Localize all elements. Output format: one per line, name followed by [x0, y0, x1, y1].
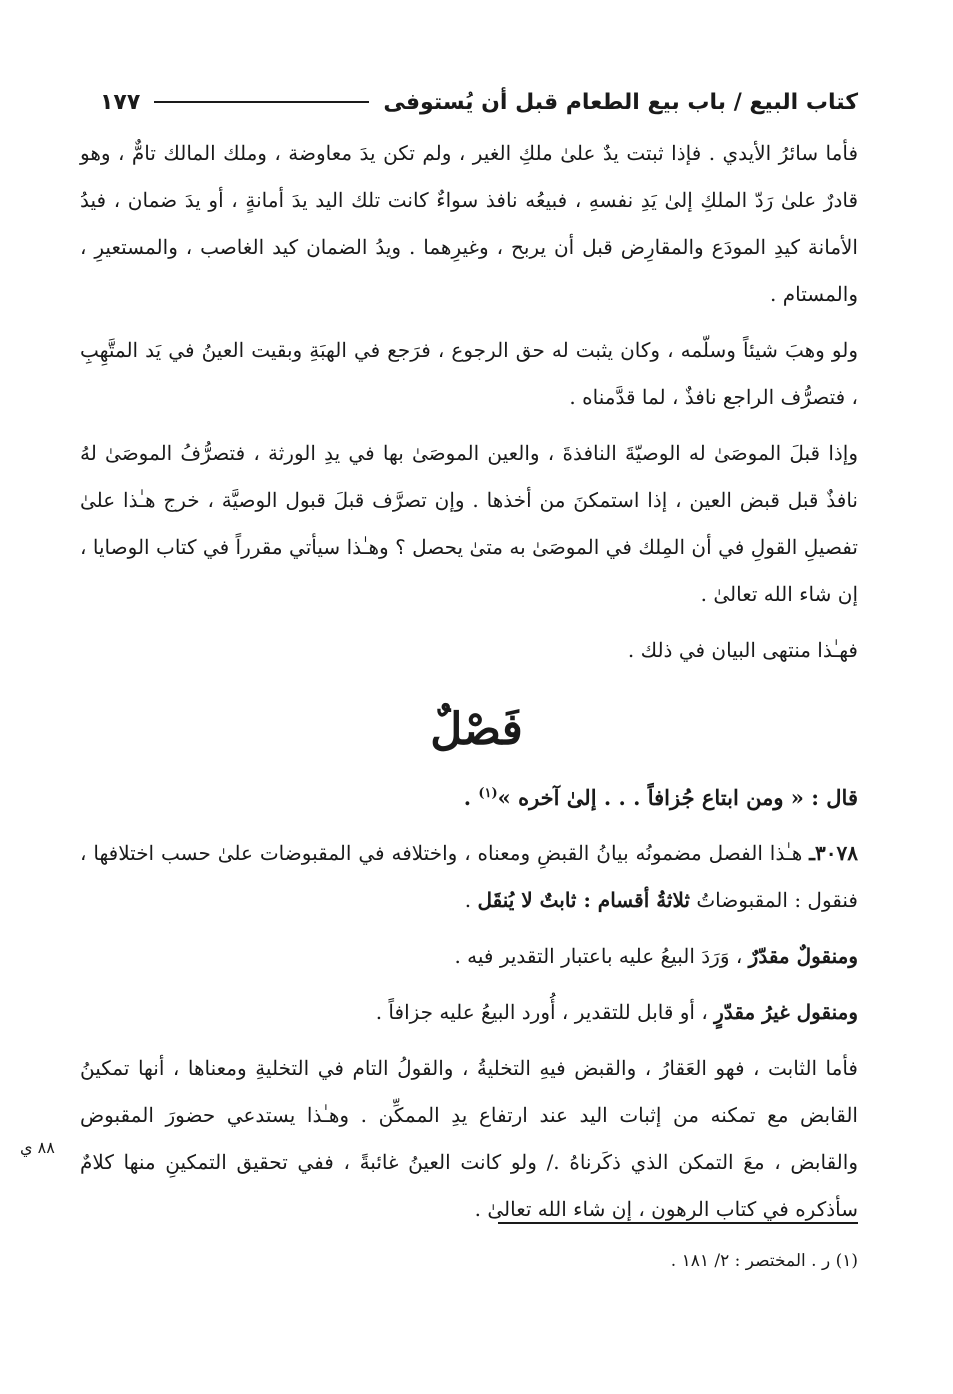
margin-note: ٨٨ ي: [20, 1138, 55, 1157]
footnote: (١) ر . المختصر : ٢/ ١٨١ .: [670, 1251, 858, 1271]
qala-tail: .: [463, 785, 479, 810]
page-number: ١٧٧: [100, 89, 141, 115]
section-heading: فَصْلٌ: [430, 704, 523, 755]
paragraph: ولو وهبَ شيئاً وسلّمه ، وكان يثبت له حق الرجوع ، فرَجع في الهبَةِ وبقيت العينُ في يَد المتَّهِبِ ، فتصرُّف الراجع نافذٌ ، لما قدَّمناه .: [80, 338, 858, 409]
body-text-part2: [80, 770, 858, 1242]
paragraph: فهـٰذا منتهى البيان في ذلك .: [627, 638, 858, 662]
paragraph-3078: [80, 830, 858, 924]
paragraph-text: ، أو قابل للتقدير ، أُورد البيعُ عليه جزافاً .: [375, 1000, 715, 1024]
running-header: [100, 82, 858, 122]
paragraph-text: هـٰذا الفصل مضمونُه بيانُ القبضِ ومعناه ، واختلافه في المقبوضات علىٰ حسب اختلافها ، فنقول : المقبوضاتُ: [80, 841, 858, 912]
footnote-rule: [498, 1222, 858, 1224]
paragraph-text: ، وَرَدَ البيعُ عليه باعتبار التقدير فيه .: [454, 944, 749, 968]
paragraph-movable-measured: [80, 933, 858, 980]
paragraph-number: ٣٠٧٨ـ: [809, 841, 858, 865]
body-text-part1: [80, 130, 858, 683]
paragraph-end: .: [464, 888, 478, 912]
paragraph-bold-text: ومنقولٌ مقدّرٌ: [748, 944, 858, 968]
header-rule: [154, 101, 369, 103]
paragraph: وإذا قبلَ الموصَىٰ له الوصيّةَ النافذةَ ، والعين الموصَىٰ بها في يدِ الورثة ، فتصرُّفُ الموصَىٰ لهُ نافذٌ قبل قبض العين ، إذا استمكنَ من أخذها . وإن تصرَّف قبلَ قبول الوصيَّة ، خرج هـٰذا علىٰ تفصيلِ القولِ في أن المِلك في الموصَىٰ به متىٰ يحصل ؟ وهـٰذا سيأتي مقرراً في كتاب الوصايا ، إن شاء الله تعالىٰ .: [80, 441, 858, 606]
qala-line: [80, 770, 858, 821]
footnote-reference[interactable]: (١): [478, 786, 498, 801]
paragraph-bold-text: ثلاثةُ أقسام : ثابتٌ لا يُنقَل: [477, 888, 690, 912]
paragraph-bold-text: ومنقول غيرُ مقدّرٍ: [714, 1000, 858, 1024]
qala-text: قال : « ومن ابتاع جُزافاً . . . إلىٰ آخره »: [497, 785, 858, 810]
chapter-title: كتاب البيع / باب بيع الطعام قبل أن يُستوفى: [383, 89, 858, 115]
paragraph: فأما سائرُ الأيدي . فإذا ثبتت يدٌ علىٰ ملكِ الغير ، ولم تكن يدَ معاوضة ، وملك المالك تامٌّ ، وهو قادرٌ علىٰ رَدّ الملكِ إلىٰ يَدِ نفسهِ ، فبيعُه نافذ سواءٌ كانت تلك اليد يدَ أمانةٍ ، أو يدَ ضمان ، فيدُ الأمانة كيدِ المودَع والمقارِض قبل أن يربح ، وغيرِهما . ويدُ الضمان كيد الغاصب ، والمستعيرِ ، والمستام .: [80, 141, 859, 306]
paragraph-fixed-property: فأما الثابت ، فهو العَقارُ ، والقبض فيهِ التخليةُ ، والقولُ التام في التخليةِ ومعناها ، أنها تمكينُ القابض مع تمكنه من إثبات اليد عند ارتفاع يدِ الممكِّن . وهـٰذا يستدعي حضورَ المقبوض والقابض ، معَ التمكن الذي ذكَرناهُ ./ ولو كانت العينُ غائبةً ، ففي تحقيق التمكينِ منها كلامٌ سأذكره في كتاب الرهون ، إن شاء الله تعالىٰ .: [80, 1056, 858, 1221]
paragraph-movable-unmeasured: [80, 989, 858, 1036]
